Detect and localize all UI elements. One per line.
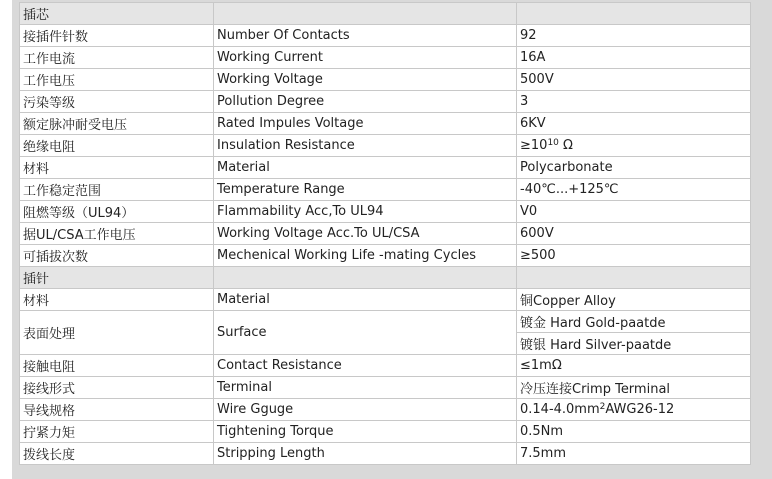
param-value: 92: [517, 25, 751, 47]
param-value: 镀银 Hard Silver-paatde: [517, 333, 751, 355]
section-title: 插针: [20, 267, 214, 289]
table-row: [20, 201, 751, 223]
param-cn: 阻燃等级（UL94）: [20, 201, 214, 223]
param-en: Surface: [214, 311, 517, 355]
param-en: Working Voltage Acc.To UL/CSA: [214, 223, 517, 245]
table-row: [20, 157, 751, 179]
param-value: 3: [517, 91, 751, 113]
param-value: 冷压连接Crimp Terminal: [517, 377, 751, 399]
param-cn: 额定脉冲耐受电压: [20, 113, 214, 135]
param-cn: 可插拔次数: [20, 245, 214, 267]
param-cn: 材料: [20, 157, 214, 179]
param-en: Number Of Contacts: [214, 25, 517, 47]
value-base: ≥10: [520, 138, 548, 153]
table-row: [20, 135, 751, 157]
param-cn: 材料: [20, 289, 214, 311]
param-cn: 据UL/CSA工作电压: [20, 223, 214, 245]
param-en: Pollution Degree: [214, 91, 517, 113]
param-cn: 工作电流: [20, 47, 214, 69]
param-cn: 接插件针数: [20, 25, 214, 47]
param-cn: 污染等级: [20, 91, 214, 113]
param-cn: 拧紧力矩: [20, 421, 214, 443]
table-row: [20, 421, 751, 443]
table-row: [20, 245, 751, 267]
param-en: Material: [214, 157, 517, 179]
param-value: 镀金 Hard Gold-paatde: [517, 311, 751, 333]
param-en: Wire Gguge: [214, 399, 517, 421]
param-en: Flammability Acc,To UL94: [214, 201, 517, 223]
table-row: [20, 377, 751, 399]
table-row: [20, 69, 751, 91]
table-row: [20, 91, 751, 113]
table-row: [20, 355, 751, 377]
value-unit: AWG26-12: [605, 402, 675, 417]
param-en: Tightening Torque: [214, 421, 517, 443]
param-value: 6KV: [517, 113, 751, 135]
section-header-pin: [20, 267, 751, 289]
table-row: [20, 113, 751, 135]
param-en: Material: [214, 289, 517, 311]
table-row: [20, 311, 751, 333]
param-cn: 接触电阻: [20, 355, 214, 377]
param-value: V0: [517, 201, 751, 223]
table-row: [20, 223, 751, 245]
table-row: [20, 25, 751, 47]
section-header-insert: [20, 3, 751, 25]
spec-sheet: [12, 0, 772, 479]
param-value: ≤1mΩ: [517, 355, 751, 377]
param-value: 500V: [517, 69, 751, 91]
param-value: 铜Copper Alloy: [517, 289, 751, 311]
param-cn: 工作稳定范围: [20, 179, 214, 201]
table-row: [20, 47, 751, 69]
table-row: [20, 179, 751, 201]
param-value: 16A: [517, 47, 751, 69]
section-title: 插芯: [20, 3, 214, 25]
param-en: Working Current: [214, 47, 517, 69]
table-row: [20, 289, 751, 311]
param-value: 0.5Nm: [517, 421, 751, 443]
param-cn: 导线规格: [20, 399, 214, 421]
value-exponent: 2: [599, 402, 606, 412]
param-cn: 拨线长度: [20, 443, 214, 465]
param-value: Polycarbonate: [517, 157, 751, 179]
value-unit: Ω: [558, 138, 573, 153]
param-en: Temperature Range: [214, 179, 517, 201]
param-value: 600V: [517, 223, 751, 245]
param-en: Mechenical Working Life -mating Cycles: [214, 245, 517, 267]
table-row: [20, 399, 751, 421]
param-en: Stripping Length: [214, 443, 517, 465]
param-value: [517, 399, 751, 421]
param-cn: 工作电压: [20, 69, 214, 91]
param-value: [517, 135, 751, 157]
param-en: Rated Impules Voltage: [214, 113, 517, 135]
param-cn: 绝缘电阻: [20, 135, 214, 157]
param-value: -40℃...+125℃: [517, 179, 751, 201]
table-row: [20, 443, 751, 465]
spec-table: [19, 2, 751, 465]
value-exponent: 10: [547, 138, 559, 148]
param-cn: 接线形式: [20, 377, 214, 399]
param-value: ≥500: [517, 245, 751, 267]
param-en: Working Voltage: [214, 69, 517, 91]
param-cn: 表面处理: [20, 311, 214, 355]
value-base: 0.14-4.0mm: [520, 402, 600, 417]
param-en: Terminal: [214, 377, 517, 399]
param-en: Insulation Resistance: [214, 135, 517, 157]
param-value: 7.5mm: [517, 443, 751, 465]
param-en: Contact Resistance: [214, 355, 517, 377]
